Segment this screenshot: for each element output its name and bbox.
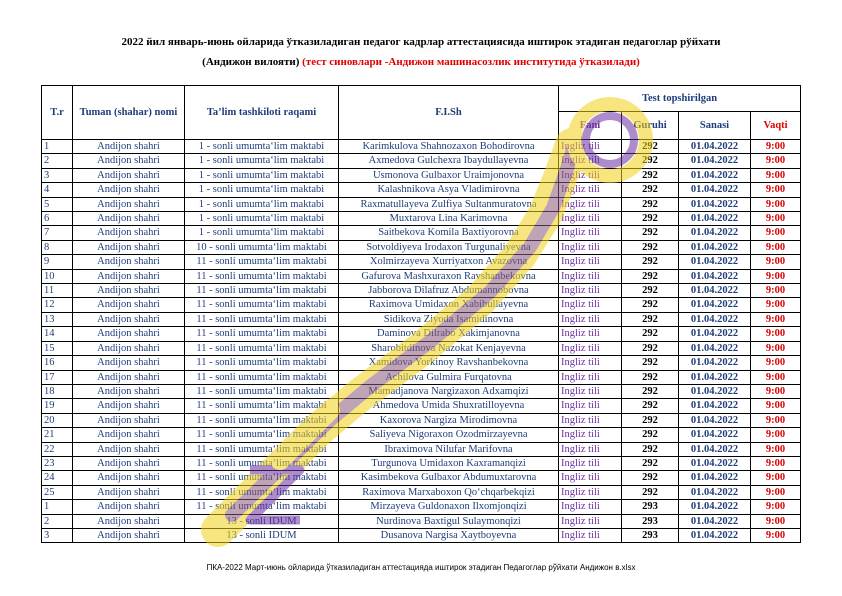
cell-time: 9:00 [751,485,801,499]
cell-full-name: Raximova Umidaxon Xabibullayevna [339,298,559,312]
row-number: 21 [42,428,73,442]
cell-organization: 1 - sonli umumta‘lim maktabi [185,226,339,240]
cell-date: 01.04.2022 [679,183,751,197]
document-subtitle [0,56,842,68]
cell-district: Andijon shahri [73,442,185,456]
cell-group: 292 [622,298,679,312]
cell-time: 9:00 [751,140,801,154]
cell-group: 292 [622,140,679,154]
cell-date: 01.04.2022 [679,456,751,470]
row-number: 11 [42,284,73,298]
cell-group: 292 [622,269,679,283]
cell-date: 01.04.2022 [679,356,751,370]
cell-organization: 11 - sonli umumta‘lim maktabi [185,500,339,514]
cell-district: Andijon shahri [73,312,185,326]
table-row [42,471,801,485]
cell-district: Andijon shahri [73,413,185,427]
cell-full-name: Raxmatullayeva Zulfiya Sultanmuratovna [339,197,559,211]
cell-group: 292 [622,226,679,240]
cell-group: 292 [622,485,679,499]
cell-subject: Ingliz tili [559,413,622,427]
cell-subject: Ingliz tili [559,485,622,499]
row-number: 20 [42,413,73,427]
cell-organization: 1 - sonli umumta‘lim maktabi [185,140,339,154]
cell-district: Andijon shahri [73,428,185,442]
row-number: 2 [42,514,73,528]
table-row [42,500,801,514]
table-row [42,140,801,154]
cell-subject: Ingliz tili [559,471,622,485]
cell-organization: 1 - sonli umumta‘lim maktabi [185,212,339,226]
cell-full-name: Mamadjanova Nargizaxon Adxamqizi [339,384,559,398]
cell-organization: 13 - sonli IDUM [185,528,339,542]
header-guruhi: Guruhi [622,111,679,139]
cell-date: 01.04.2022 [679,298,751,312]
cell-date: 01.04.2022 [679,255,751,269]
cell-time: 9:00 [751,428,801,442]
cell-subject: Ingliz tili [559,384,622,398]
cell-district: Andijon shahri [73,471,185,485]
header-fani: Fani [559,111,622,139]
cell-subject: Ingliz tili [559,428,622,442]
row-number: 22 [42,442,73,456]
cell-full-name: Kaxorova Nargiza Mirodimovna [339,413,559,427]
attestation-table [41,85,801,543]
cell-subject: Ingliz tili [559,456,622,470]
cell-time: 9:00 [751,384,801,398]
cell-district: Andijon shahri [73,284,185,298]
table-row [42,384,801,398]
cell-full-name: Daminova Dilrabo Xakimjanovna [339,327,559,341]
cell-subject: Ingliz tili [559,154,622,168]
cell-time: 9:00 [751,514,801,528]
row-number: 1 [42,140,73,154]
cell-group: 292 [622,384,679,398]
cell-subject: Ingliz tili [559,226,622,240]
cell-district: Andijon shahri [73,341,185,355]
cell-district: Andijon shahri [73,500,185,514]
cell-time: 9:00 [751,442,801,456]
cell-organization: 11 - sonli umumta‘lim maktabi [185,370,339,384]
cell-full-name: Sidikova Ziyoda Isamidinovna [339,312,559,326]
cell-date: 01.04.2022 [679,485,751,499]
row-number: 12 [42,298,73,312]
row-number: 15 [42,341,73,355]
cell-organization: 11 - sonli umumta‘lim maktabi [185,356,339,370]
cell-full-name: Xamidova Yorkinoy Ravshanbekovna [339,356,559,370]
cell-organization: 10 - sonli umumta‘lim maktabi [185,240,339,254]
cell-organization: 1 - sonli umumta‘lim maktabi [185,168,339,182]
table-row [42,284,801,298]
cell-organization: 11 - sonli umumta‘lim maktabi [185,485,339,499]
cell-group: 292 [622,284,679,298]
row-number: 4 [42,183,73,197]
row-number: 2 [42,154,73,168]
header-test-topshirilgan: Test topshirilgan [559,86,801,112]
cell-organization: 13 - sonli IDUM [185,514,339,528]
cell-subject: Ingliz tili [559,312,622,326]
cell-subject: Ingliz tili [559,500,622,514]
table-row [42,428,801,442]
cell-date: 01.04.2022 [679,168,751,182]
cell-organization: 11 - sonli umumta‘lim maktabi [185,284,339,298]
table-row [42,456,801,470]
cell-time: 9:00 [751,413,801,427]
cell-full-name: Axmedova Gulchexra Ibaydullayevna [339,154,559,168]
cell-date: 01.04.2022 [679,370,751,384]
cell-time: 9:00 [751,168,801,182]
table-row [42,269,801,283]
cell-organization: 11 - sonli umumta‘lim maktabi [185,298,339,312]
cell-district: Andijon shahri [73,255,185,269]
cell-organization: 11 - sonli umumta‘lim maktabi [185,327,339,341]
cell-district: Andijon shahri [73,226,185,240]
cell-group: 292 [622,168,679,182]
header-tr: T.r [42,86,73,140]
cell-subject: Ingliz tili [559,240,622,254]
table-row [42,528,801,542]
cell-time: 9:00 [751,197,801,211]
document-title: 2022 йил январь-июнь ойларида ўтказиладиган педагог кадрлар аттестациясида иштирок этадиган педагоглар рўйхати [121,36,721,48]
header-talim: Ta’lim tashkiloti raqami [185,86,339,140]
cell-organization: 11 - sonli umumta‘lim maktabi [185,384,339,398]
cell-full-name: Saitbekova Komila Baxtiyorovna [339,226,559,240]
cell-group: 292 [622,312,679,326]
cell-organization: 11 - sonli umumta‘lim maktabi [185,442,339,456]
cell-date: 01.04.2022 [679,500,751,514]
row-number: 24 [42,471,73,485]
table-row [42,298,801,312]
cell-district: Andijon shahri [73,456,185,470]
cell-full-name: Dusanova Nargisa Xaytboyevna [339,528,559,542]
cell-date: 01.04.2022 [679,197,751,211]
cell-group: 292 [622,370,679,384]
cell-group: 293 [622,500,679,514]
table-row [42,212,801,226]
cell-district: Andijon shahri [73,154,185,168]
cell-subject: Ingliz tili [559,514,622,528]
table-body [42,140,801,543]
cell-district: Andijon shahri [73,140,185,154]
cell-district: Andijon shahri [73,197,185,211]
row-number: 14 [42,327,73,341]
table-row [42,327,801,341]
cell-group: 292 [622,255,679,269]
cell-date: 01.04.2022 [679,442,751,456]
cell-district: Andijon shahri [73,399,185,413]
row-number: 25 [42,485,73,499]
cell-time: 9:00 [751,212,801,226]
cell-full-name: Jabborova Dilafruz Abdumannobovna [339,284,559,298]
row-number: 18 [42,384,73,398]
cell-time: 9:00 [751,456,801,470]
cell-district: Andijon shahri [73,240,185,254]
cell-date: 01.04.2022 [679,284,751,298]
cell-date: 01.04.2022 [679,384,751,398]
row-number: 6 [42,212,73,226]
cell-date: 01.04.2022 [679,341,751,355]
row-number: 16 [42,356,73,370]
cell-organization: 1 - sonli umumta‘lim maktabi [185,197,339,211]
cell-subject: Ingliz tili [559,183,622,197]
table-row [42,154,801,168]
cell-district: Andijon shahri [73,269,185,283]
row-number: 13 [42,312,73,326]
cell-organization: 11 - sonli umumta‘lim maktabi [185,341,339,355]
header-sanasi: Sanasi [679,111,751,139]
cell-subject: Ingliz tili [559,298,622,312]
cell-subject: Ingliz tili [559,168,622,182]
cell-full-name: Ibraximova Nilufar Marifovna [339,442,559,456]
row-number: 3 [42,168,73,182]
cell-full-name: Usmonova Gulbaxor Uraimjonovna [339,168,559,182]
cell-date: 01.04.2022 [679,269,751,283]
cell-group: 292 [622,327,679,341]
cell-district: Andijon shahri [73,356,185,370]
table-row [42,413,801,427]
cell-subject: Ingliz tili [559,399,622,413]
cell-subject: Ingliz tili [559,442,622,456]
cell-date: 01.04.2022 [679,312,751,326]
cell-subject: Ingliz tili [559,356,622,370]
cell-district: Andijon shahri [73,370,185,384]
cell-date: 01.04.2022 [679,226,751,240]
cell-district: Andijon shahri [73,384,185,398]
cell-group: 292 [622,341,679,355]
region-label: (Андижон вилояти) [202,56,300,68]
cell-time: 9:00 [751,183,801,197]
cell-time: 9:00 [751,269,801,283]
cell-time: 9:00 [751,240,801,254]
cell-organization: 11 - sonli umumta‘lim maktabi [185,471,339,485]
row-number: 19 [42,399,73,413]
row-number: 8 [42,240,73,254]
cell-time: 9:00 [751,154,801,168]
cell-subject: Ingliz tili [559,140,622,154]
cell-time: 9:00 [751,356,801,370]
cell-full-name: Saliyeva Nigoraxon Ozodmirzayevna [339,428,559,442]
cell-time: 9:00 [751,500,801,514]
cell-organization: 1 - sonli umumta‘lim maktabi [185,183,339,197]
cell-district: Andijon shahri [73,183,185,197]
cell-full-name: Raximova Marxaboxon Qo‘chqarbekqizi [339,485,559,499]
cell-subject: Ingliz tili [559,269,622,283]
header-fish: F.I.Sh [339,86,559,140]
row-number: 5 [42,197,73,211]
cell-district: Andijon shahri [73,514,185,528]
cell-group: 292 [622,183,679,197]
cell-organization: 11 - sonli umumta‘lim maktabi [185,269,339,283]
cell-district: Andijon shahri [73,168,185,182]
cell-organization: 11 - sonli umumta‘lim maktabi [185,399,339,413]
header-tuman: Tuman (shahar) nomi [73,86,185,140]
cell-subject: Ingliz tili [559,197,622,211]
cell-subject: Ingliz tili [559,327,622,341]
cell-subject: Ingliz tili [559,528,622,542]
cell-full-name: Mirzayeva Guldonaxon Ilxomjonqizi [339,500,559,514]
cell-group: 292 [622,197,679,211]
table-row [42,168,801,182]
cell-organization: 11 - sonli umumta‘lim maktabi [185,312,339,326]
cell-group: 292 [622,154,679,168]
table-row [42,442,801,456]
row-number: 9 [42,255,73,269]
cell-time: 9:00 [751,370,801,384]
cell-group: 292 [622,240,679,254]
cell-district: Andijon shahri [73,485,185,499]
cell-full-name: Kasimbekova Gulbaxor Abdumuxtarovna [339,471,559,485]
cell-subject: Ingliz tili [559,284,622,298]
cell-date: 01.04.2022 [679,428,751,442]
cell-full-name: Ahmedova Umida Shuxratilloyevna [339,399,559,413]
cell-group: 292 [622,399,679,413]
cell-full-name: Turgunova Umidaxon Kaxramanqizi [339,456,559,470]
cell-organization: 11 - sonli umumta‘lim maktabi [185,456,339,470]
cell-organization: 11 - sonli umumta‘lim maktabi [185,255,339,269]
cell-time: 9:00 [751,341,801,355]
cell-subject: Ingliz tili [559,212,622,226]
cell-organization: 11 - sonli umumta‘lim maktabi [185,413,339,427]
table-row [42,514,801,528]
cell-group: 292 [622,356,679,370]
cell-subject: Ingliz tili [559,255,622,269]
cell-group: 293 [622,514,679,528]
table-row [42,356,801,370]
cell-organization: 1 - sonli umumta‘lim maktabi [185,154,339,168]
cell-full-name: Karimkulova Shahnozaxon Bohodirovna [339,140,559,154]
table-row [42,399,801,413]
cell-group: 292 [622,456,679,470]
cell-date: 01.04.2022 [679,212,751,226]
cell-group: 292 [622,212,679,226]
table-row [42,341,801,355]
cell-full-name: Achilova Gulmira Furqatovna [339,370,559,384]
test-location-note: (тест синовлари -Андижон машинасозлик институтида ўтказилади) [302,56,640,68]
cell-time: 9:00 [751,327,801,341]
table-row [42,240,801,254]
cell-time: 9:00 [751,399,801,413]
row-number: 7 [42,226,73,240]
table-row [42,485,801,499]
table-row [42,183,801,197]
cell-district: Andijon shahri [73,528,185,542]
header-vaqti: Vaqti [751,111,801,139]
cell-time: 9:00 [751,471,801,485]
cell-district: Andijon shahri [73,298,185,312]
table-row [42,197,801,211]
table-row [42,255,801,269]
cell-subject: Ingliz tili [559,341,622,355]
cell-full-name: Muxtarova Lina Karimovna [339,212,559,226]
cell-subject: Ingliz tili [559,370,622,384]
cell-group: 293 [622,528,679,542]
cell-full-name: Gafurova Mashxuraxon Ravshanbekovna [339,269,559,283]
cell-time: 9:00 [751,284,801,298]
cell-organization: 11 - sonli umumta‘lim maktabi [185,428,339,442]
cell-date: 01.04.2022 [679,399,751,413]
cell-date: 01.04.2022 [679,528,751,542]
cell-full-name: Kalashnikova Asya Vladimirovna [339,183,559,197]
cell-group: 292 [622,428,679,442]
cell-date: 01.04.2022 [679,413,751,427]
cell-group: 292 [622,413,679,427]
row-number: 17 [42,370,73,384]
cell-date: 01.04.2022 [679,514,751,528]
cell-full-name: Sotvoldiyeva Irodaxon Turgunaliyevna [339,240,559,254]
cell-date: 01.04.2022 [679,140,751,154]
cell-date: 01.04.2022 [679,154,751,168]
table-row [42,312,801,326]
row-number: 1 [42,500,73,514]
cell-time: 9:00 [751,255,801,269]
cell-time: 9:00 [751,312,801,326]
cell-district: Andijon shahri [73,212,185,226]
cell-date: 01.04.2022 [679,327,751,341]
footer-filename: ПКА-2022 Март-июнь ойларида ўтказиладиган аттестацияда иштирок этадиган Педагоглар рўйхати Андижон в.xlsx [206,563,636,572]
cell-full-name: Xolmirzayeva Xurriyatxon Avazovna [339,255,559,269]
cell-time: 9:00 [751,528,801,542]
row-number: 3 [42,528,73,542]
cell-district: Andijon shahri [73,327,185,341]
cell-time: 9:00 [751,226,801,240]
cell-date: 01.04.2022 [679,471,751,485]
cell-full-name: Nurdinova Baxtigul Sulaymonqizi [339,514,559,528]
cell-time: 9:00 [751,298,801,312]
row-number: 10 [42,269,73,283]
cell-date: 01.04.2022 [679,240,751,254]
row-number: 23 [42,456,73,470]
table-row [42,226,801,240]
cell-group: 292 [622,471,679,485]
table-row [42,370,801,384]
cell-full-name: Sharobitdinova Nazokat Kenjayevna [339,341,559,355]
cell-group: 292 [622,442,679,456]
